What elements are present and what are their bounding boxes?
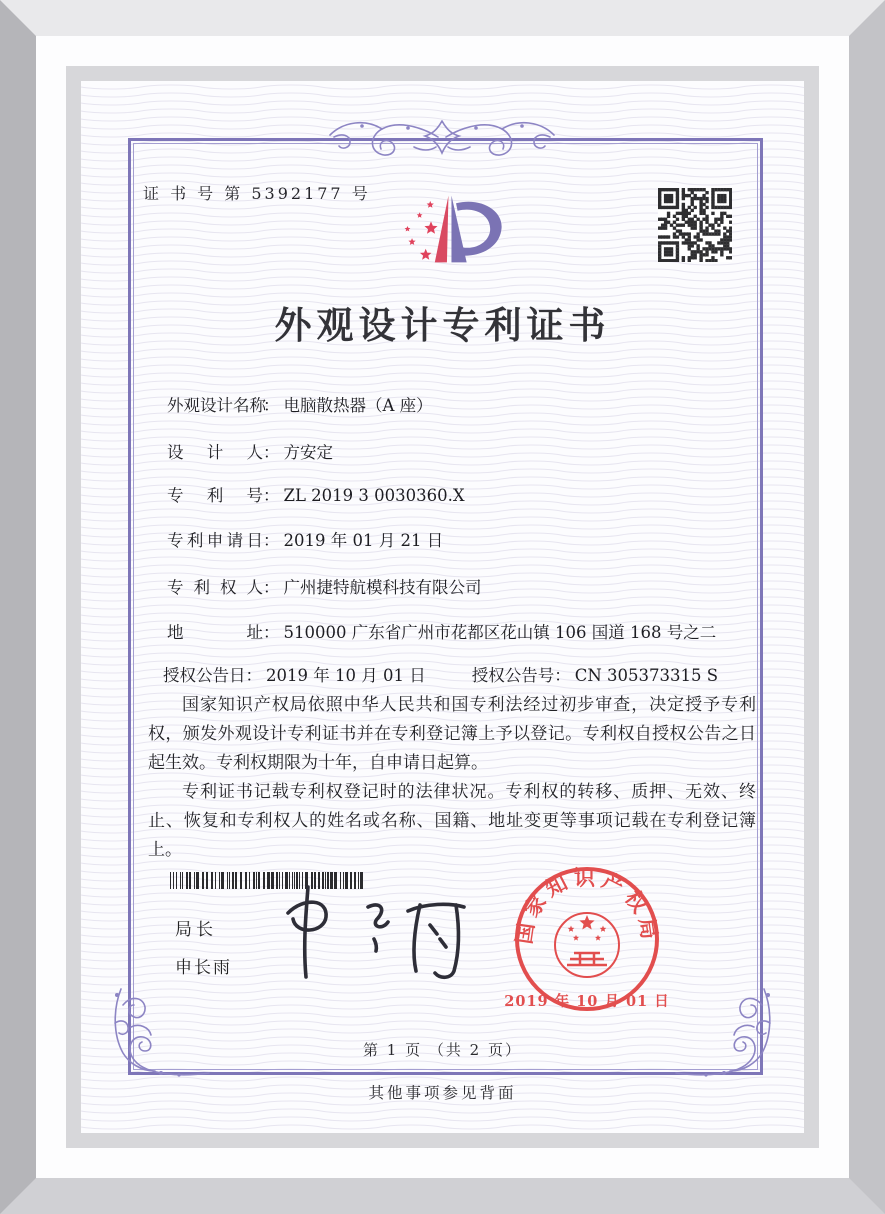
field-label: 设计人: [167, 443, 263, 462]
svg-text:国家知识产权局: [511, 865, 663, 945]
field-label: 专利权人: [167, 578, 263, 597]
field-label: 地址: [167, 623, 263, 642]
certificate-number: 证 书 号 第 5392177 号: [143, 184, 371, 203]
field-value: 2019 年 10 月 01 日: [266, 666, 426, 685]
field-row-patent-number: 专利号： ZL 2019 3 0030360.X: [167, 482, 465, 506]
field-value: CN 305373315 S: [574, 666, 719, 685]
field-row-grant: 授权公告日： 2019 年 10 月 01 日 授权公告号： CN 305373315 S: [163, 662, 718, 686]
bottom-right-flourish-ornament: [674, 983, 784, 1083]
field-label: 授权公告日: [163, 666, 246, 685]
bottom-left-flourish-ornament: [101, 983, 211, 1083]
back-note: 其他事项参见背面: [368, 1084, 517, 1102]
field-row-address: 地址： 510000 广东省广州市花都区花山镇 106 国道 168 号之二: [167, 619, 716, 643]
field-row-design-name: 外观设计名称： 电脑散热器（A 座）: [167, 392, 433, 416]
seal-text: 国家知识产权局: [510, 865, 664, 946]
field-value: 电脑散热器（A 座）: [283, 396, 433, 415]
certificate-paper: [81, 81, 804, 1133]
signer-title: 局长: [175, 920, 217, 940]
seal-date: 2019 年 10 月 01 日: [504, 993, 670, 1010]
field-label: 外观设计名称: [167, 396, 266, 415]
field-value: 510000 广东省广州市花都区花山镇 106 国道 168 号之二: [283, 623, 717, 642]
body-paragraph: 国家知识产权局依照中华人民共和国专利法经过初步审查，决定授予专利权，颁发外观设计专利证书并在专利登记簿上予以登记。专利权自授权公告之日起生效。专利权期限为十年，自申请日起算。: [148, 695, 756, 773]
body-text: [148, 691, 756, 865]
top-center-flourish-ornament: [322, 107, 562, 171]
field-row-filing-date: 专利申请日： 2019 年 01 月 21 日: [167, 527, 443, 551]
field-label: 授权公告号: [471, 666, 555, 685]
field-value: 方安定: [283, 443, 333, 462]
certificate-title: 外观设计专利证书: [274, 303, 611, 347]
field-value: ZL 2019 3 0030360.X: [283, 486, 465, 505]
field-row-patentee: 专利权人： 广州捷特航模科技有限公司: [167, 574, 482, 598]
field-label: 专利号: [167, 486, 263, 505]
field-label: 专利申请日: [167, 531, 263, 550]
official-seal: [502, 857, 672, 1027]
field-row-designer: 设计人： 方安定: [167, 439, 333, 463]
frame-mat-outer: [36, 36, 849, 1178]
signer-name: 申长雨: [175, 958, 232, 978]
emblem-stars-icon: [568, 915, 607, 941]
signature-handwritten-icon: [270, 873, 480, 993]
field-value: 广州捷特航模科技有限公司: [283, 578, 482, 597]
emblem-gate-icon: [567, 953, 607, 965]
field-value: 2019 年 01 月 21 日: [283, 531, 444, 550]
cnipa-logo-icon: [390, 185, 516, 273]
qr-code: [658, 188, 732, 262]
body-paragraph: 专利证书记载专利权登记时的法律状况。专利权的转移、质押、无效、终止、恢复和专利权人的姓名或名称、国籍、地址变更等事项记载在专利登记簿上。: [148, 782, 756, 860]
page-indicator: 第 1 页 （共 2 页）: [363, 1041, 522, 1059]
frame-mat-band: [66, 66, 819, 1148]
